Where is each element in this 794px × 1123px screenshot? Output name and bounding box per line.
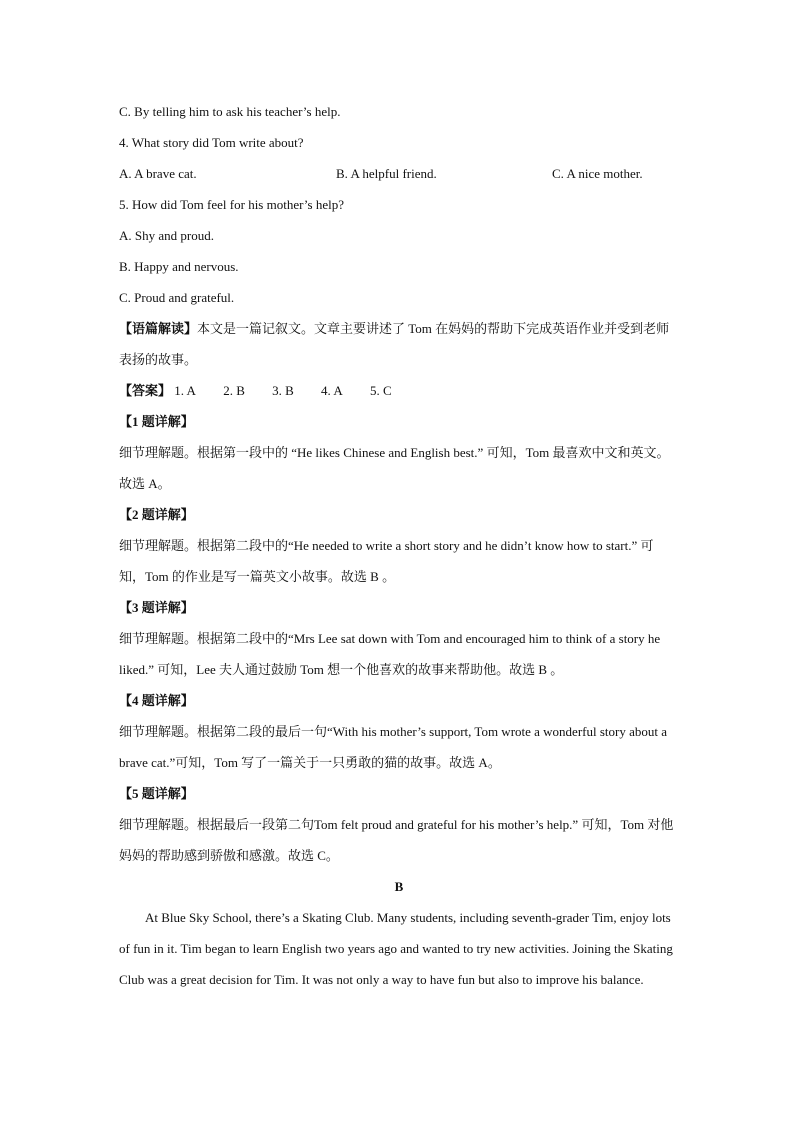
q4-option-a: A. A brave cat. — [119, 166, 197, 181]
q4-question: 4. What story did Tom write about? — [119, 135, 304, 150]
document-page — [119, 96, 679, 995]
q5-option-a: A. Shy and proud. — [119, 228, 214, 243]
section-b-paragraph: At Blue Sky School, there’s a Skating Club. Many students, including seventh-grader Tim, enjoy lots of fun in it. Tim began to learn English two years ago and wanted to try new activities. Joining the Skating Club was a great decision for Tim. It was not only a way to have fun but also to improve his balance. — [119, 910, 673, 987]
q5-option-b: B. Happy and nervous. — [119, 259, 239, 274]
detail-text-2: 细节理解题。根据第二段中的“He needed to write a short story and he didn’t know how to start.” 可知，Tom 的作业是写一篇英文小故事。故选 B 。 — [119, 538, 654, 584]
detail-heading-2: 【2 题详解】 — [119, 507, 194, 522]
q4-option-c: C. A nice mother. — [552, 166, 643, 181]
answer-1: 1. A — [174, 383, 196, 398]
q4-option-b: B. A helpful friend. — [336, 166, 437, 181]
answer-label: 【答案】 — [119, 383, 172, 398]
q4-options — [119, 158, 679, 189]
q5-option-c: C. Proud and grateful. — [119, 290, 235, 305]
detail-heading-4: 【4 题详解】 — [119, 693, 194, 708]
answer-5: 5. C — [369, 383, 392, 398]
detail-text-1: 细节理解题。根据第一段中的 “He likes Chinese and English best.” 可知，Tom 最喜欢中文和英文。故选 A。 — [119, 445, 670, 491]
answer-key — [119, 375, 679, 406]
detail-heading-5: 【5 题详解】 — [119, 786, 194, 801]
q5-question: 5. How did Tom feel for his mother’s help? — [119, 197, 344, 212]
answer-2: 2. B — [223, 383, 245, 398]
detail-text-4: 细节理解题。根据第二段的最后一句“With his mother’s support, Tom wrote a wonderful story about a brave cat.”可知，Tom 写了一篇关于一只勇敢的猫的故事。故选 A。 — [119, 724, 667, 770]
q3-option-c: C. By telling him to ask his teacher’s help. — [119, 104, 341, 119]
reading-analysis-text: 本文是一篇记叙文。文章主要讲述了 Tom 在妈妈的帮助下完成英语作业并受到老师表扬的故事。 — [119, 321, 670, 367]
detail-text-5: 细节理解题。根据最后一段第二句Tom felt proud and grateful for his mother’s help.” 可知，Tom 对他妈妈的帮助感到骄傲和感激。故选 C。 — [119, 817, 674, 863]
reading-analysis-label: 【语篇解读】 — [119, 321, 198, 336]
detail-text-3: 细节理解题。根据第二段中的“Mrs Lee sat down with Tom and encouraged him to think of a story he liked.” 可知，Lee 夫人通过鼓励 Tom 想一个他喜欢的故事来帮助他。故选 B 。 — [119, 631, 661, 677]
detail-heading-3: 【3 题详解】 — [119, 600, 194, 615]
section-b-title: B — [394, 879, 404, 894]
answer-3: 3. B — [272, 383, 294, 398]
reading-analysis — [119, 313, 679, 375]
detail-heading-1: 【1 题详解】 — [119, 414, 194, 429]
answer-4: 4. A — [321, 383, 343, 398]
